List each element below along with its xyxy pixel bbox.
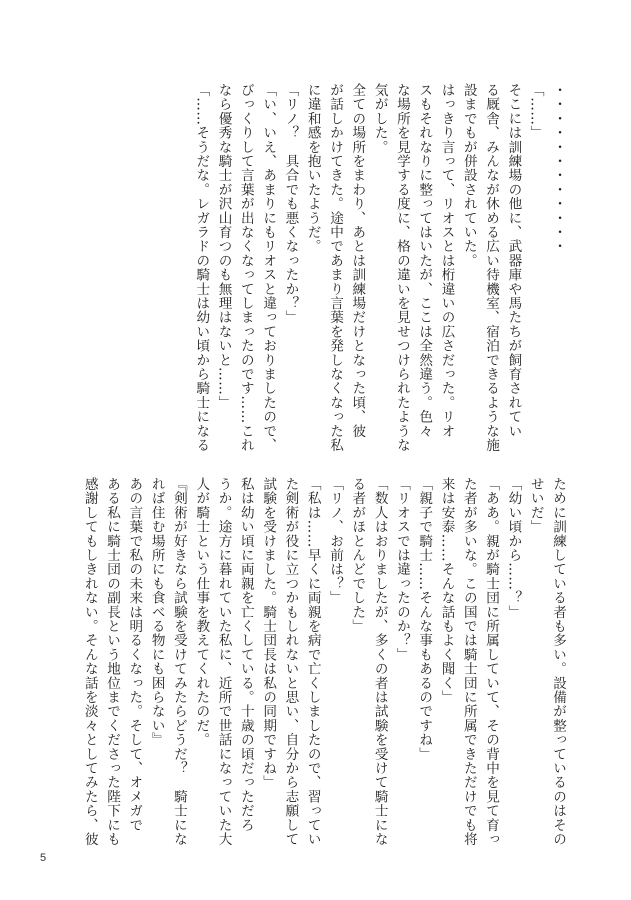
text-column: せいだ」 xyxy=(527,477,544,534)
text-column: 設までもが併設されていた。 xyxy=(460,83,477,268)
text-column: な場所を見学する度に、格の違いを見せつけられたような xyxy=(393,83,410,453)
text-column: 来は安泰……そんな話もよく聞く」 xyxy=(438,477,455,705)
text-column: る者がほとんどでした」 xyxy=(349,477,366,634)
text-column: 「数人はおりましたが、多くの者は試験を受けて騎士にな xyxy=(371,477,388,847)
text-column: が話しかけてきた。途中であまり言葉を発しなくなった私 xyxy=(327,83,344,453)
text-column: 「私は……早くに両親を病で亡くしましたので、習ってい xyxy=(304,477,321,847)
text-column: 「幼い頃から……？」 xyxy=(505,477,522,619)
text-column: 「リノ？ 具合でも悪くなったか？」 xyxy=(282,83,299,325)
text-column: 気がした。 xyxy=(371,83,388,154)
text-column: ・・・・・・・・・・・・ xyxy=(550,83,566,254)
text-column: 試験を受けました。騎士団長は私の同期ですね」 xyxy=(260,477,277,790)
text-column: 「リオスでは違ったのか？」 xyxy=(393,477,410,662)
text-column: た剣術が役に立つかもしれないと思い、自分から志願して xyxy=(282,477,299,847)
text-column: うか。途方に暮れていた私に、近所で世話になっていた大 xyxy=(215,477,232,847)
text-column: びっくりして言葉が出なくなってしまったのです……これ xyxy=(237,83,254,453)
text-column: れば住む場所にも食べる物にも困らない』 xyxy=(148,477,165,747)
lower-text-block xyxy=(78,477,569,847)
text-column: はっきり言って、リオスとは桁違いの広さだった。リオ xyxy=(438,83,455,438)
text-column: 「……」 xyxy=(527,83,544,140)
text-column: に違和感を抱いたようだ。 xyxy=(304,83,321,254)
text-column: 「い、いえ、あまりにもリオスと違っておりましたので、 xyxy=(260,83,277,453)
text-column: 『剣術が好きなら試験を受けてみたらどうだ？ 騎士にな xyxy=(170,477,187,847)
text-column: 「……そうだな。レガラドの騎士は幼い頃から騎士になる xyxy=(193,83,210,453)
text-column: 「ああ。親が騎士団に所属していて、その背中を見て育っ xyxy=(483,477,500,847)
text-column: 私は幼い頃に両親を亡くしている。十歳の頃だっただろ xyxy=(237,477,254,832)
text-column: る厩舎、みんなが休める広い待機室、宿泊できるような施 xyxy=(483,83,500,453)
text-column: 「親子で騎士……そんな事もあるのですね」 xyxy=(416,477,433,761)
text-column: スもそれなりに整ってはいたが、ここは全然違う。色々 xyxy=(416,83,433,438)
text-column: 感謝してもしきれない。そんな話を淡々としてみたら、彼 xyxy=(81,477,98,847)
text-column: 「リノ、お前は？」 xyxy=(327,477,344,605)
text-column: ために訓練している者も多い。設備が整っているのはその xyxy=(550,477,566,847)
text-column: なら優秀な騎士が沢山育つのも無理はないと……」 xyxy=(215,83,232,410)
text-column: 全ての場所をまわり、あとは訓練場だけとなった頃、彼 xyxy=(349,83,366,438)
text-column: 人が騎士という仕事を教えてくれたのだ。 xyxy=(193,477,210,747)
text-column: あの言葉で私の未来は明るくなった。そして、オメガで xyxy=(126,477,143,832)
text-column: た者が多いな。この国では騎士団に所属できただけでも将 xyxy=(460,477,477,847)
text-column: そこには訓練場の他に、武器庫や馬たちが飼育されてい xyxy=(505,83,522,438)
text-column: ある私に騎士団の副長という地位までくださった陛下にも xyxy=(104,477,121,847)
upper-text-block xyxy=(190,83,569,453)
page-number: 5 xyxy=(40,852,47,864)
